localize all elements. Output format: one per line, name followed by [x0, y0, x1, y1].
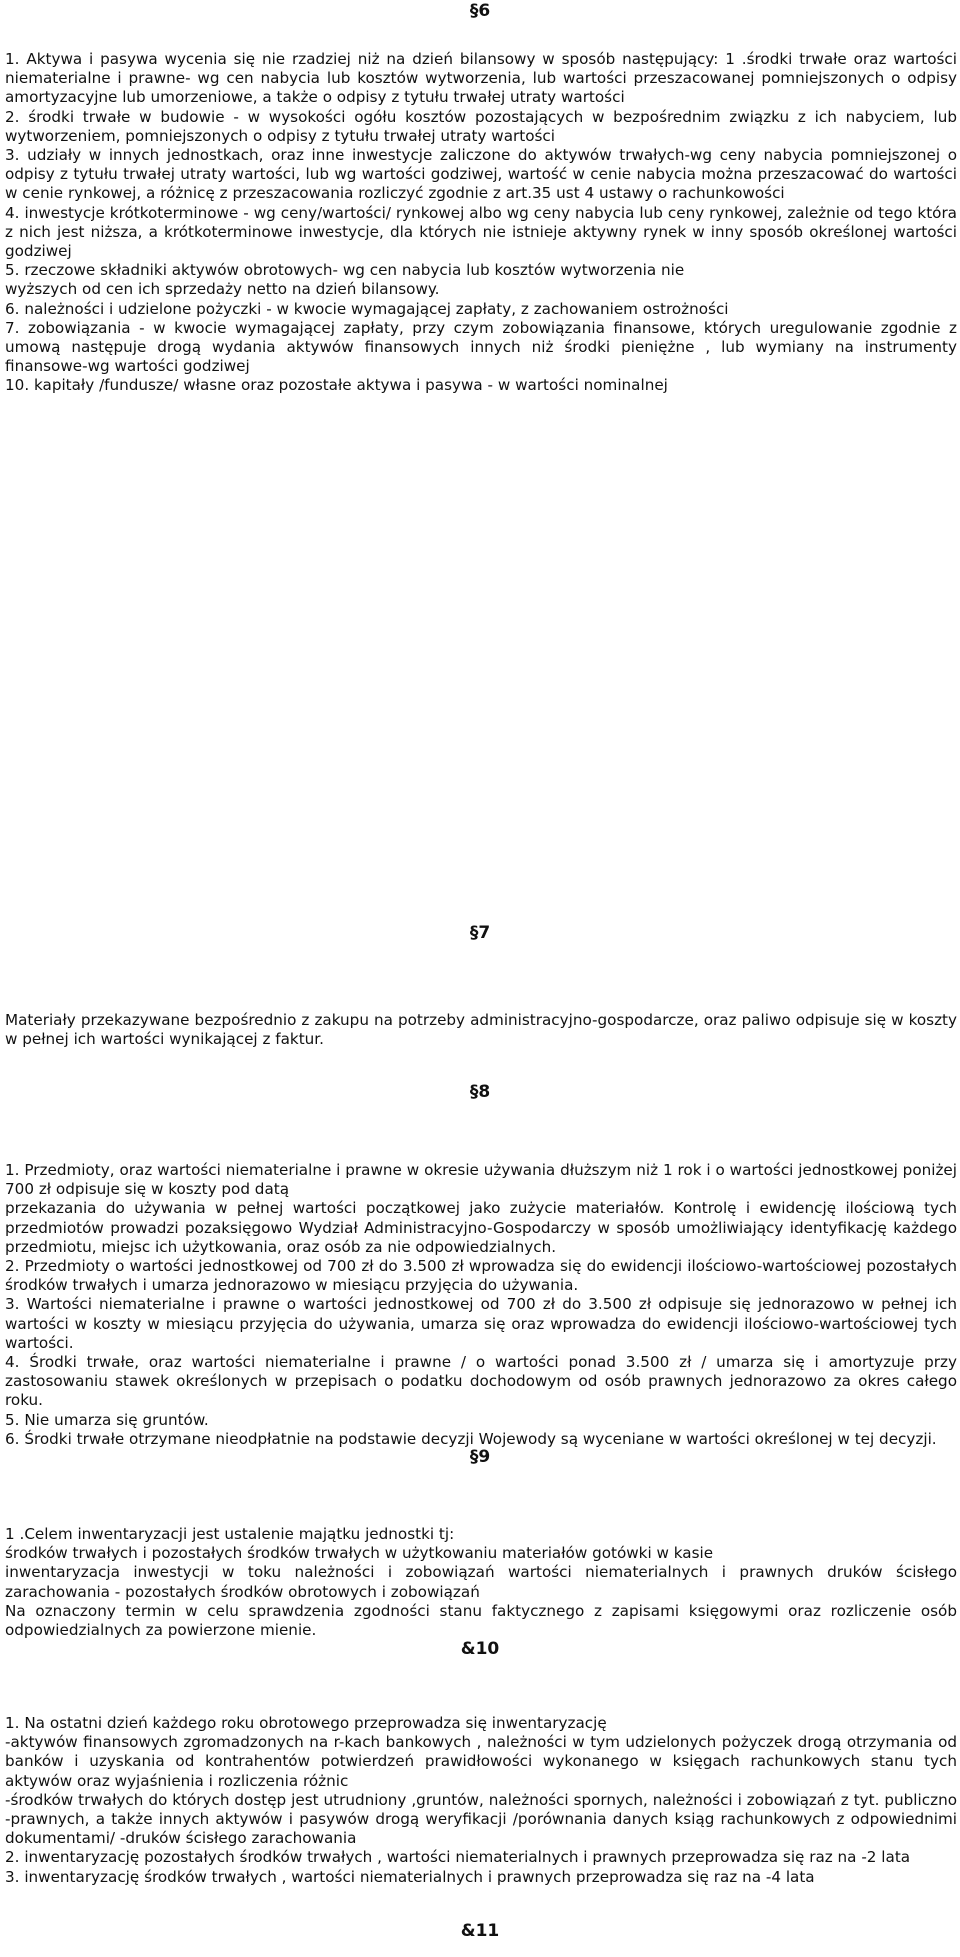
paragraph: wyższych od cen ich sprzedaży netto na dzień bilansowy.: [5, 280, 440, 299]
paragraph: Materiały przekazywane bezpośrednio z zakupu na potrzeby administracyjno-gospodarcze, oraz paliwo odpisuje się w koszty w pełnej ich wartości wynikającej z faktur.: [5, 1011, 957, 1049]
section-6-body: [5, 50, 957, 396]
paragraph: 3. inwentaryzację środków trwałych , wartości niematerialnych i prawnych przeprowadza się raz na -4 lata: [5, 1867, 815, 1886]
section-9-body: [5, 1525, 957, 1640]
paragraph: 7. zobowiązania - w kwocie wymagającej zapłaty, przy czym zobowiązania finansowe, których uregulowanie zgodnie z umową następuje drogą wydania aktywów finansowych innych niż środki pieniężne , lub wymiany na instrumenty finansowe-wg wartości godziwej: [5, 318, 957, 376]
paragraph: inwentaryzacja inwestycji w toku należności i zobowiązań wartości niematerialnych i prawnych druków ścisłego zarachowania - pozostałych środków obrotowych i zobowiązań: [5, 1563, 957, 1601]
paragraph: 10. kapitały /fundusze/ własne oraz pozostałe aktywa i pasywa - w wartości nominalnej: [5, 376, 668, 395]
paragraph: przekazania do używania w pełnej wartości początkowej jako zużycie materiałów. Kontrolę i ewidencję ilościową tych przedmiotów prowadzi pozaksięgowo Wydział Administracyjno-Gospodarczy w sposób umożliwiający identyfikację każdego przedmiotu, miejsc ich użytkowania, oraz osób za nie odpowiedzialnych.: [5, 1199, 957, 1256]
paragraph: 5. Nie umarza się gruntów.: [5, 1410, 209, 1429]
paragraph: 1. Przedmioty, oraz wartości niematerialne i prawne w okresie używania dłuższym niż 1 rok i o wartości jednostkowej poniżej 700 zł odpisuje się w koszty pod datą: [5, 1161, 957, 1199]
paragraph: 3. udziały w innych jednostkach, oraz inne inwestycje zaliczone do aktywów trwałych-wg ceny nabycia pomniejszonej o odpisy z tytułu trwałej utraty wartości, lub wg wartości godziwej, wartość w cenie nabycia można przeszacować do wartości w cenie rynkowej, a różnicę z przeszacowania rozliczyć zgodnie z art.35 ust 4 ustawy o rachunkowości: [5, 146, 957, 203]
paragraph: 6. Środki trwałe otrzymane nieodpłatnie na podstawie decyzji Wojewody są wyceniane w wartości określonej w tej decyzji.: [5, 1429, 937, 1448]
paragraph: 2. środki trwałe w budowie - w wysokości ogółu kosztów pozostających w bezpośrednim związku z ich nabyciem, lub wytworzeniem, pomniejszonych o odpisy z tytułu trwałej utraty wartości: [5, 107, 957, 145]
paragraph: Na oznaczony termin w celu sprawdzenia zgodności stanu faktycznego z zapisami księgowymi oraz rozliczenie osób odpowiedzialnych za powierzone mienie.: [5, 1601, 957, 1640]
section-heading-9: §9: [469, 1447, 491, 1467]
paragraph: 1 .Celem inwentaryzacji jest ustalenie majątku jednostki tj:: [5, 1525, 455, 1543]
section-heading-11: &11: [460, 1921, 500, 1941]
paragraph: 2. Przedmioty o wartości jednostkowej od 700 zł do 3.500 zł wprowadza się do ewidencji ilościowo-wartościowej pozostałych środków trwałych i umarza jednorazowo w miesiącu przyjęcia do używania.: [5, 1257, 957, 1295]
section-heading-10: &10: [460, 1639, 500, 1659]
paragraph: 4. Środki trwałe, oraz wartości niematerialne i prawne / o wartości ponad 3.500 zł / umarza się i amortyzuje przy zastosowaniu stawek określonych w przepisach o podatku dochodowym od osób prawnych jednorazowo za okres całego roku.: [5, 1353, 957, 1410]
paragraph: 4. inwestycje krótkoterminowe - wg ceny/wartości/ rynkowej albo wg ceny nabycia lub ceny rynkowej, zależnie od tego która z nich jest niższa, a krótkoterminowe inwestycje, dla których nie istnieje aktywny rynek w inny sposób określonej wartości godziwej: [5, 203, 957, 261]
section-heading-8: §8: [469, 1082, 491, 1102]
paragraph: 5. rzeczowe składniki aktywów obrotowych- wg cen nabycia lub kosztów wytworzenia nie: [5, 261, 685, 280]
section-10-body: [5, 1714, 957, 1887]
paragraph: -aktywów finansowych zgromadzonych na r-kach bankowych , należności w tym udzielonych pożyczek drogą otrzymania od banków i uzyskania od kontrahentów potwierdzeń prawidłowości wykonanego w księgach rachunkowych stanu tych aktywów oraz wyjaśnienia i rozliczenia różnic: [5, 1733, 957, 1790]
section-7-body: [5, 1011, 957, 1049]
paragraph: 1. Aktywa i pasywa wycenia się nie rzadziej niż na dzień bilansowy w sposób następujący: 1 .środki trwałe oraz wartości niematerialne i prawne- wg cen nabycia lub kosztów wytworzenia, lub wartości przeszacowanej pomniejszonych o odpisy amortyzacyjne lub umorzeniowe, a także o odpisy z tytułu trwałej utraty wartości: [5, 50, 957, 107]
paragraph: środków trwałych i pozostałych środków trwałych w użytkowaniu materiałów gotówki w kasie: [5, 1544, 714, 1563]
paragraph: 2. inwentaryzację pozostałych środków trwałych , wartości niematerialnych i prawnych przeprowadza się raz na -2 lata: [5, 1848, 911, 1867]
section-heading-7: §7: [469, 923, 491, 943]
paragraph: 1. Na ostatni dzień każdego roku obrotowego przeprowadza się inwentaryzację: [5, 1714, 607, 1732]
section-8-body: [5, 1161, 957, 1449]
paragraph: 3. Wartości niematerialne i prawne o wartości jednostkowej od 700 zł do 3.500 zł odpisuje się jednorazowo w pełnej ich wartości w koszty w miesiącu przyjęcia do używania, umarza się oraz wprowadza do ewidencji ilościowo-wartościowej tych wartości.: [5, 1295, 957, 1352]
section-heading-6: §6: [469, 1, 491, 21]
paragraph: -środków trwałych do których dostęp jest utrudniony ,gruntów, należności spornych, należności i zobowiązań z tyt. publiczno -prawnych, a także innych aktywów i pasywów drogą weryfikacji /porównania danych ksiąg rachunkowych z odpowiednimi dokumentami/ -druków ścisłego zarachowania: [5, 1790, 957, 1848]
paragraph: 6. należności i udzielone pożyczki - w kwocie wymagającej zapłaty, z zachowaniem ostrożności: [5, 299, 729, 318]
